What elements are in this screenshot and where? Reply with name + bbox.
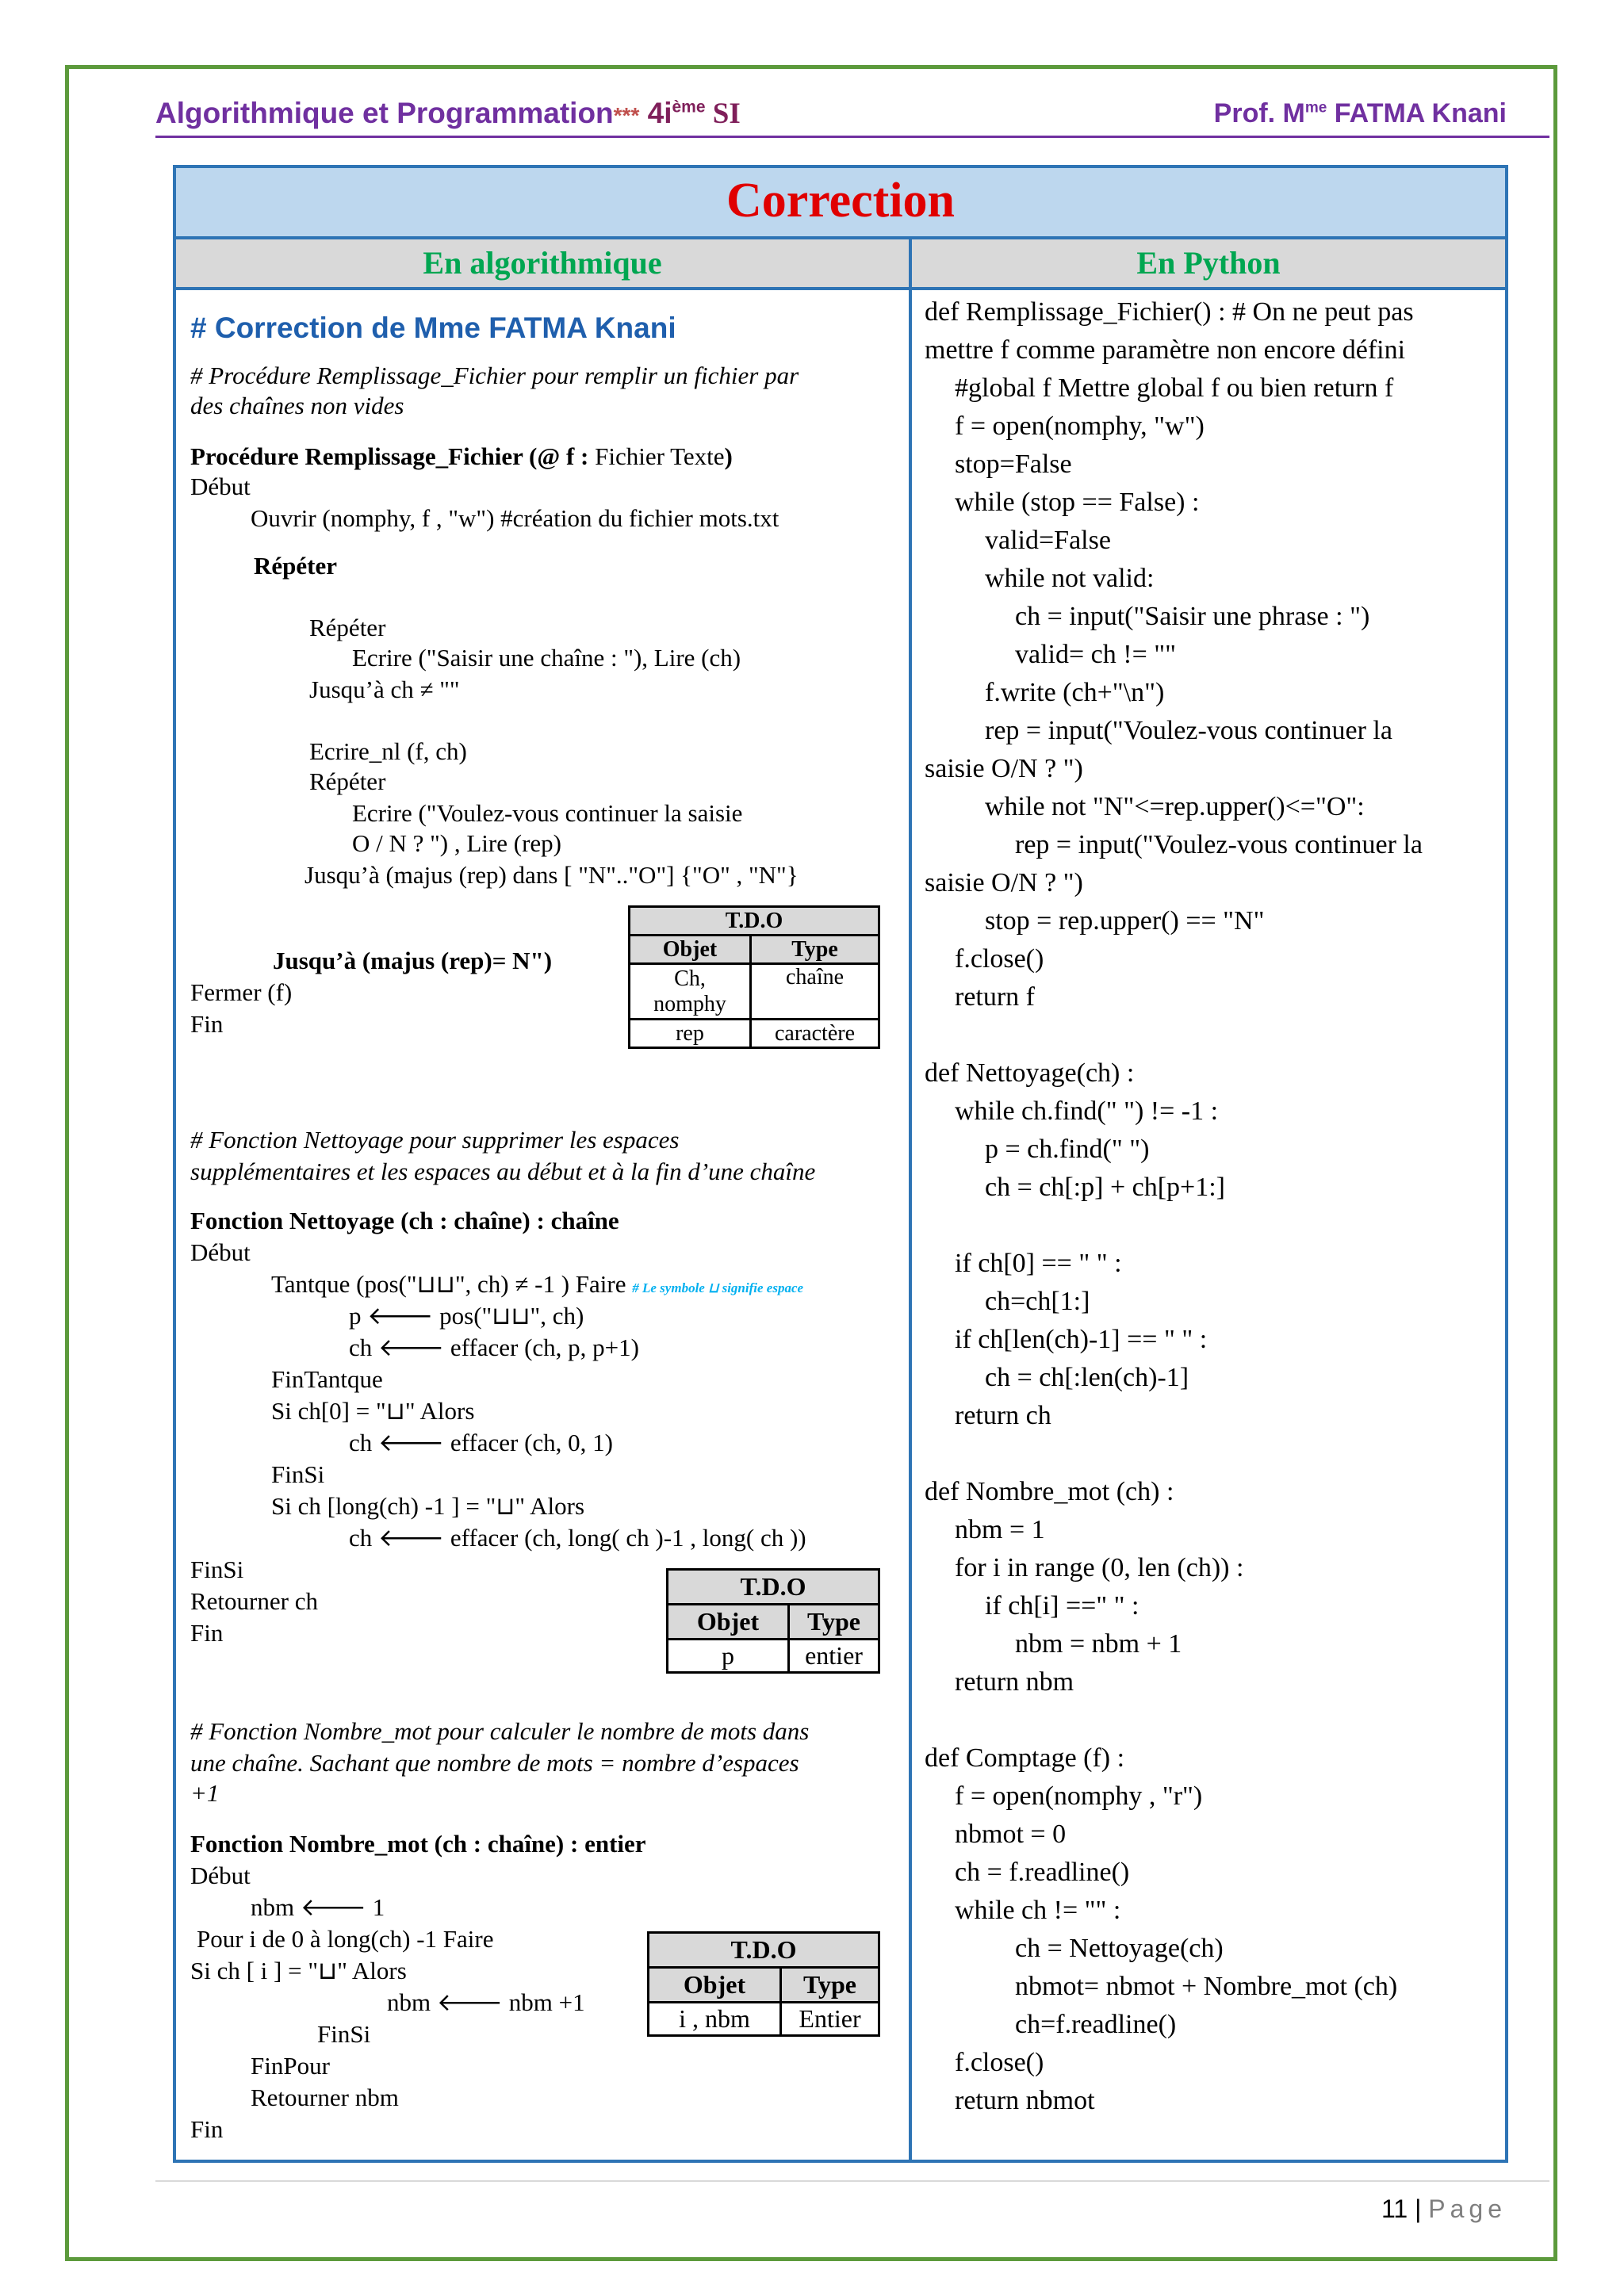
algo-line: FinTantque	[271, 1365, 383, 1393]
column-header-python: En Python	[1136, 245, 1281, 281]
procedure-signature: Procédure Remplissage_Fichier (@ f : Fichier Texte)	[190, 442, 733, 470]
algo-comment: une chaîne. Sachant que nombre de mots = nombre d’espaces	[190, 1749, 799, 1777]
page-label: Page	[1428, 2195, 1507, 2223]
algo-line: Si ch [long(ch) -1 ] = "⊔" Alors	[271, 1492, 585, 1520]
tdo-cell-type: entier	[789, 1640, 879, 1673]
tdo-title: T.D.O	[668, 1570, 879, 1605]
tdo-title: T.D.O	[630, 907, 879, 936]
python-line: p = ch.find(" ")	[985, 1135, 1150, 1164]
space-symbol-note: # Le symbole ⊔ signifie espace	[632, 1280, 804, 1295]
algo-line: Jusqu’à (majus (rep)= N")	[273, 947, 553, 974]
algo-line: Fin	[190, 2115, 224, 2143]
header-author: Prof. $M^{me}$ FATMA Knani	[1213, 98, 1507, 128]
algo-comment: +1	[190, 1779, 220, 1807]
python-line: def Comptage (f) :	[925, 1743, 1125, 1773]
python-line: rep = input("Voulez-vous continuer la	[1015, 830, 1423, 859]
python-line: nbmot = 0	[955, 1820, 1067, 1849]
tdo-header-object: Objet	[649, 1968, 781, 2003]
python-line: return nbm	[955, 1667, 1074, 1697]
tdo-cell-object: p	[668, 1640, 789, 1673]
python-line: return ch	[955, 1401, 1051, 1430]
python-line: f = open(nomphy , "r")	[955, 1781, 1203, 1811]
algo-line: Répéter	[309, 767, 386, 795]
algo-line: Retourner nbm	[251, 2084, 399, 2111]
tdo-header-object: Objet	[668, 1605, 789, 1640]
python-line: stop=False	[955, 450, 1072, 479]
tdo-cell-object: rep	[630, 1020, 751, 1048]
header-course-title: Algorithmique et Programmation*** $4i^{ème}$ SI	[155, 97, 741, 130]
python-line: saisie O/N ? ")	[925, 754, 1083, 783]
tdo-table-procedure	[628, 905, 880, 1049]
python-line: ch = ch[:len(ch)-1]	[985, 1363, 1189, 1392]
tdo-header-object: Objet	[630, 936, 751, 964]
footer-rule	[155, 2180, 1549, 2182]
algo-line: ch 🡐 effacer (ch, p, p+1)	[349, 1334, 639, 1361]
python-line: saisie O/N ? ")	[925, 868, 1083, 897]
algo-line: Si ch[0] = "⊔" Alors	[271, 1397, 475, 1425]
python-line: ch=f.readline()	[1015, 2010, 1177, 2039]
algo-line: ch 🡐 effacer (ch, long( ch )-1 , long( ch ))	[349, 1524, 806, 1552]
tdo-table-nombre-mot	[647, 1931, 880, 2037]
python-line: def Remplissage_Fichier() : # On ne peut pas	[925, 297, 1414, 327]
python-line: for i in range (0, len (ch)) :	[955, 1553, 1244, 1582]
python-line: nbmot= nbmot + Nombre_mot (ch)	[1015, 1972, 1398, 2001]
python-line: #global f Mettre global f ou bien return f	[955, 373, 1394, 403]
tdo-cell-object: i , nbm	[649, 2003, 781, 2036]
python-line: def Nettoyage(ch) :	[925, 1058, 1135, 1088]
algo-line: Ecrire ("Saisir une chaîne : "), Lire (ch)	[352, 644, 741, 672]
python-line: rep = input("Voulez-vous continuer la	[985, 716, 1392, 745]
python-line: if ch[i] ==" " :	[985, 1591, 1139, 1621]
python-line: f.close()	[955, 2048, 1044, 2077]
algo-comment: # Fonction Nettoyage pour supprimer les espaces	[190, 1126, 680, 1154]
python-line: ch = input("Saisir une phrase : ")	[1015, 602, 1370, 631]
algo-comment: # Procédure Remplissage_Fichier pour remplir un fichier par	[190, 362, 799, 389]
python-line: f.close()	[955, 944, 1044, 974]
python-line: if ch[len(ch)-1] == " " :	[955, 1325, 1208, 1354]
python-line: return f	[955, 982, 1036, 1012]
algo-line: Ecrire_nl (f, ch)	[309, 737, 467, 765]
tdo-header-type: Type	[781, 1968, 879, 2003]
header-rule	[155, 136, 1549, 138]
python-line: f = open(nomphy, "w")	[955, 411, 1205, 441]
algo-line: nbm 🡐 1	[251, 1893, 385, 1921]
python-line: nbm = nbm + 1	[1015, 1629, 1182, 1659]
python-line: ch=ch[1:]	[985, 1287, 1090, 1316]
algo-line: Ecrire ("Voulez-vous continuer la saisie	[352, 799, 743, 827]
algo-line: p 🡐 pos("⊔⊔", ch)	[349, 1302, 584, 1330]
column-header-algorithm: En algorithmique	[423, 245, 662, 281]
tdo-header-type: Type	[789, 1605, 879, 1640]
algo-line: Répéter	[254, 552, 337, 580]
algo-line: Si ch [ i ] = "⊔" Alors	[190, 1957, 407, 1984]
column-headers	[176, 239, 1505, 290]
algo-line: Ouvrir (nomphy, f , "w") #création du fichier mots.txt	[251, 504, 779, 532]
algo-line: nbm 🡐 nbm +1	[387, 1988, 585, 2016]
algo-line: FinPour	[251, 2052, 330, 2080]
python-line: while not "N"<=rep.upper()<="O":	[985, 792, 1365, 821]
algo-line: Jusqu’à ch ≠ ""	[309, 675, 460, 703]
algo-heading: # Correction de Mme FATMA Knani	[190, 312, 676, 344]
python-line: while (stop == False) :	[955, 488, 1200, 517]
algo-line: Répéter	[309, 614, 386, 641]
algo-line: Début	[190, 1862, 251, 1889]
algo-line: Fermer (f)	[190, 978, 293, 1006]
page-number: 11	[1381, 2195, 1408, 2223]
column-divider	[909, 239, 912, 2160]
algo-comment: supplémentaires et les espaces au début et à la fin d’une chaîne	[190, 1158, 816, 1185]
python-line: while ch.find(" ") != -1 :	[955, 1096, 1219, 1126]
algo-line: Début	[190, 1238, 251, 1266]
python-line: stop = rep.upper() == "N"	[985, 906, 1265, 936]
python-line: return nbmot	[955, 2086, 1095, 2115]
page-footer: 11 | Page	[1381, 2195, 1507, 2223]
python-line: ch = ch[:p] + ch[p+1:]	[985, 1173, 1225, 1202]
tdo-cell-type: caractère	[751, 1020, 879, 1048]
algo-line: FinSi	[317, 2020, 371, 2048]
algo-line: Fin	[190, 1010, 224, 1038]
python-line: mettre f comme paramètre non encore défini	[925, 335, 1406, 365]
algo-line: FinSi	[190, 1556, 244, 1583]
algo-line: ch 🡐 effacer (ch, 0, 1)	[349, 1429, 613, 1456]
function-signature: Fonction Nombre_mot (ch : chaîne) : entier	[190, 1830, 646, 1858]
tdo-cell-type: Entier	[781, 2003, 879, 2036]
python-line: if ch[0] == " " :	[955, 1249, 1122, 1278]
python-line: valid= ch != ""	[1015, 640, 1177, 669]
algo-line: Fin	[190, 1619, 224, 1647]
python-line: f.write (ch+"\n")	[985, 678, 1165, 707]
algo-line: Début	[190, 473, 251, 500]
page-title: Correction	[726, 174, 956, 228]
algo-line: Tantque (pos("⊔⊔", ch) ≠ -1 ) Faire # Le symbole ⊔ signifie espace	[271, 1270, 804, 1298]
python-line: nbm = 1	[955, 1515, 1045, 1544]
python-line: def Nombre_mot (ch) :	[925, 1477, 1174, 1506]
tdo-header-type: Type	[751, 936, 879, 964]
tdo-cell-type: chaîne	[751, 964, 879, 1020]
tdo-title: T.D.O	[649, 1933, 879, 1968]
algo-line: Jusqu’à (majus (rep) dans [ "N".."O"] {"O" , "N"}	[304, 861, 799, 889]
tdo-table-nettoyage	[666, 1568, 880, 1674]
correction-table	[173, 165, 1508, 2163]
algo-line: Pour i de 0 à long(ch) -1 Faire	[197, 1925, 494, 1953]
python-line: ch = Nettoyage(ch)	[1015, 1934, 1224, 1963]
python-line: while not valid:	[985, 564, 1155, 593]
python-line: while ch != "" :	[955, 1896, 1121, 1925]
function-signature: Fonction Nettoyage (ch : chaîne) : chaîne	[190, 1207, 619, 1234]
algo-line: O / N ? ") , Lire (rep)	[352, 829, 561, 857]
python-line: ch = f.readline()	[955, 1858, 1130, 1887]
tdo-cell-object: Ch, nomphy	[630, 964, 751, 1020]
algo-comment: # Fonction Nombre_mot pour calculer le nombre de mots dans	[190, 1717, 810, 1745]
python-line: valid=False	[985, 526, 1111, 555]
algo-line: FinSi	[271, 1460, 325, 1488]
algo-line: Retourner ch	[190, 1587, 318, 1615]
title-row	[176, 168, 1505, 239]
algo-comment: des chaînes non vides	[190, 392, 404, 419]
